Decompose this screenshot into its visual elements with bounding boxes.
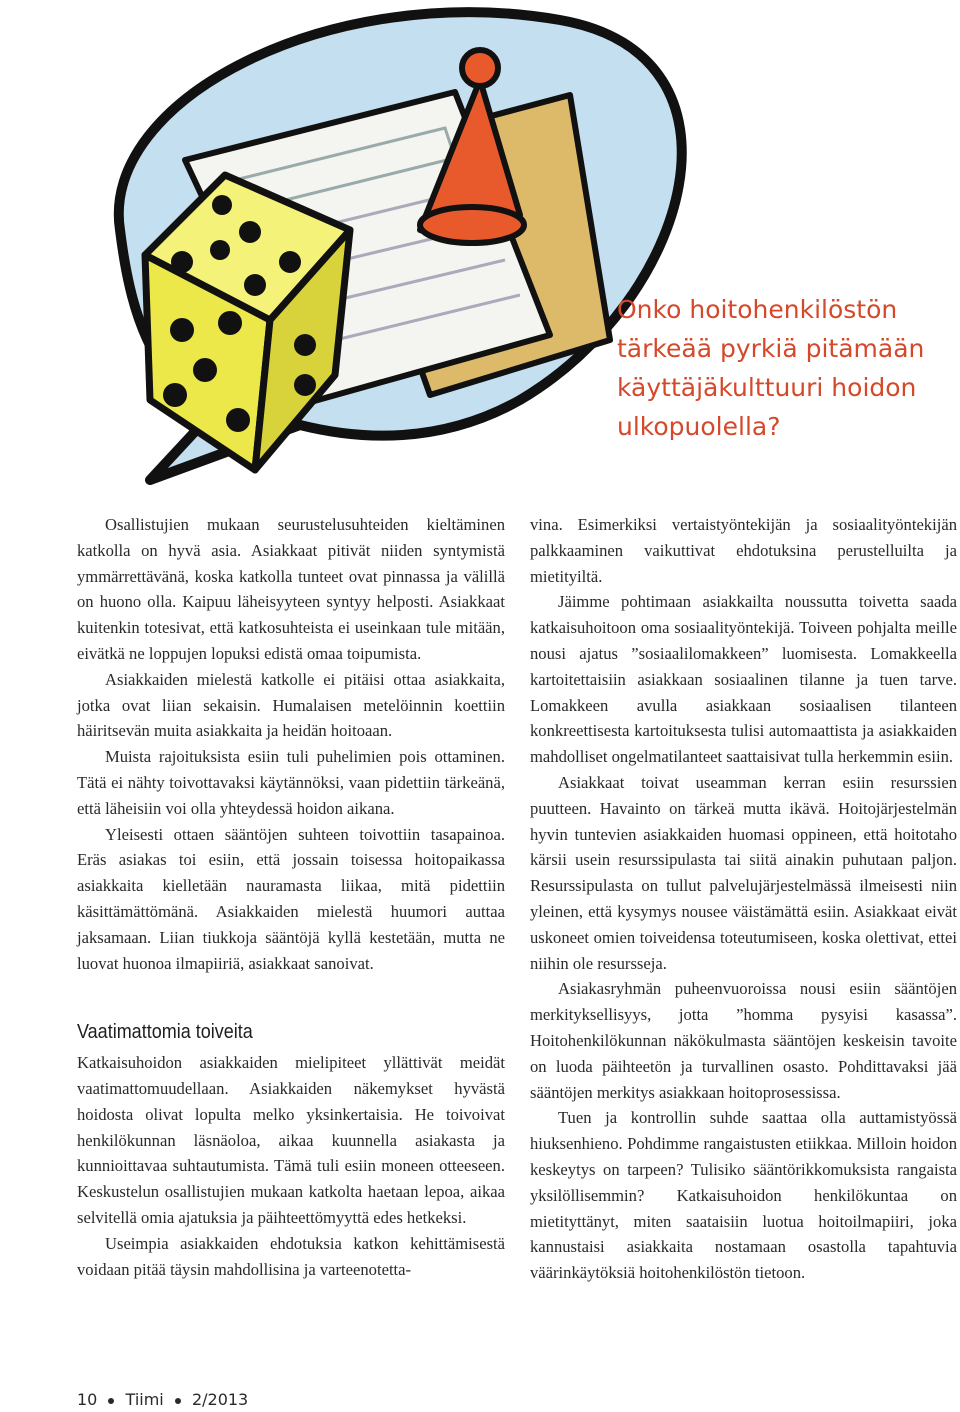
section-heading: Vaatimattomia toiveita [77, 1021, 253, 1044]
left-column [77, 512, 505, 1282]
paragraph: Katkaisuhoidon asiakkaiden mielipiteet yllättivät meidät vaatimattomuudellaan. Asiakkaiden näkemykset hyvästä hoidosta olivat lopulta melko yksinkertaisia. He toivoivat henkilökunnan läsnäoloa, aikaa kuunnella asiakasta ja kunnioittavaa suhtautumista. Tämä tuli esiin moneen otteeseen. Keskustelun osallistujien mukaan katkolta haetaan lepoa, aikaa selvitellä omia ajatuksia ja päihteettömyyttä edes hetkeksi. [77, 1053, 505, 1227]
paragraph: Useimpia asiakkaiden ehdotuksia katkon kehittämisestä voidaan pitää täysin mahdollisina ja varteenotetta- [77, 1233, 505, 1279]
paragraph: Jäimme pohtimaan asiakkailta noussutta toivetta saada katkaisuhoitoon oma sosiaalityöntekijä. Toiveen pohjalta meille nousi ajatus ”sosiaalilomakkeen” luomisesta. Lomakkeella kartoitettaisiin asiakkaan sosiaalinen tilanne ja tuen tarve. Lomakkeen avulla asiakkaan sosiaalisen tilanteen konkreettisesta kartoituksesta tulisi automaattista ja asiakkaiden mahdolliset ongelmatilanteet saattaisivat tulla herkemmin esiin. [530, 592, 957, 767]
bullet-separator [175, 1398, 181, 1404]
paragraph: Muista rajoituksista esiin tuli puhelimien pois ottaminen. Tätä ei nähty toivottavaksi käytännöksi, vaan pidettiin tärkeänä, että läheisiin voi olla yhteydessä hoidon aikana. [77, 747, 505, 818]
paragraph: Asiakkaat toivat useamman kerran esiin resurssien puutteen. Havainto on tärkeä mutta ikävä. Hoitojärjestelmän hyvin tuntevien asiakkaiden huomasi oppineen, että hoitotaho kärsii usein resurssipulasta tai siitä ainakin puhutaan paljon. Resurssipulasta on tullut palvelujärjestelmässä ilmeisesti niin yleinen, että kysymys nousee väistämättä esiin. Asiakkaat eivät uskoneet omien toiveidensa toteutumiseen, koska olettivat, ettei niihin ole resursseja. [530, 772, 957, 973]
page-footer [77, 1390, 248, 1409]
bullet-separator [108, 1398, 114, 1404]
paragraph: Asiakkaiden mielestä katkolle ei pitäisi ottaa asiakkaita, jotka ovat liian sekaisin. Humalaisen metelöinnin koettiin häiritsevän muita asiakkaita ja heidän hoitoaan. [77, 669, 505, 741]
issue-number: 2/2013 [191, 1390, 249, 1409]
paragraph: Yleisesti ottaen sääntöjen suhteen toivottiin tasapainoa. Eräs asiakas toi esiin, että jossain toisessa hoitopaikassa asiakkaita kielletään nauramasta liikaa, mitä pidettiin käsittämättömänä. Asiakkaiden mielestä huumori auttaa jaksamaan. Liian tiukkoja sääntöjä kyllä kestetään, mutta ne luovat huonoa ilmapiiriä, asiakkaat sanoivat. [77, 824, 505, 973]
magazine-name: Tiimi [125, 1390, 164, 1409]
paragraph: Tuen ja kontrollin suhde saattaa olla auttamistyössä hiuksenhieno. Pohdimme rangaistusten etiikkaa. Milloin hoidon keskeytys on tarpeen? Tulisiko sääntörikkomuksista rangaista yksilöllisemmin? Katkaisuhoidon henkilökuntaa on mietityttänyt, miten saataisiin luotua hoitoilmapiiri, joka kannustaisi asiakkaita nostamaan osastolla tapahtuvia väärinkäytöksiä hoitohenkilöstön tietoon. [530, 1108, 957, 1283]
paragraph: Osallistujien mukaan seurustelusuhteiden kieltäminen katkolla on hyvä asia. Asiakkaat pitivät niiden syntymistä ymmärrettävänä, koska katkolla tunteet ovat pinnassa ja välillä on huono olla. Kaipuu läheisyyteen syntyy helposti. Asiakkaat kuitenkin totesivat, että katkosuhteista ei useinkaan tule mitään, eivätkä ne loppujen lopuksi edistä omaa toipumista. [77, 515, 505, 663]
page-number: 10 [77, 1390, 98, 1409]
right-column [530, 512, 957, 1286]
paragraph: vina. Esimerkiksi vertaistyöntekijän ja sosiaalityöntekijän palkkaaminen vaikuttivat ehdotuksina perustelluilta ja mietityiltä. [530, 515, 957, 586]
paragraph: Asiakasryhmän puheenvuoroissa nousi esiin sääntöjen merkityksellisyys, jotta ”homma pysyisi kasassa”. Hoitohenkilökunnan näkökulmasta sääntöjen keskeisin tavoite on luoda päihteetön ja turvallinen osasto. Pohdittavaksi jää sääntöjen merkitys asiakkaan hoitoprosessissa. [530, 979, 957, 1102]
pull-quote: Onko hoitohenkilöstön tärkeää pyrkiä pitämään käyttäjäkulttuuri hoidon ulkopuolella? [617, 295, 925, 441]
